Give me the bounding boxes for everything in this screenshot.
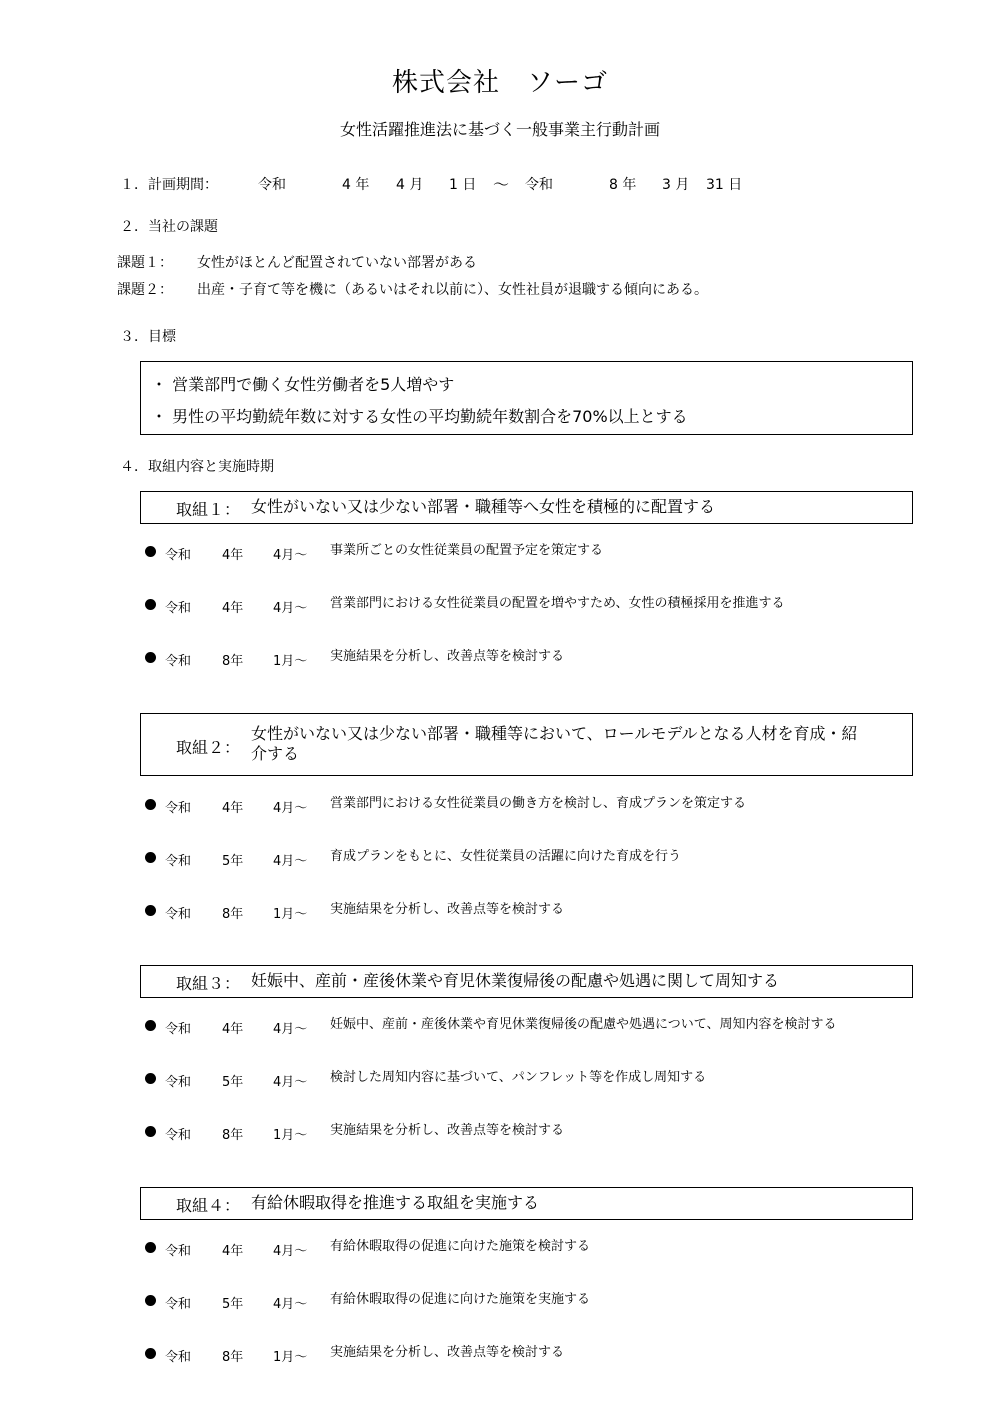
initiative-label: 取組３：	[176, 974, 241, 993]
initiative-title-line2: 介する	[251, 744, 300, 763]
issue-2-label: 課題２：	[117, 282, 173, 298]
page-subtitle: 女性活躍推進法に基づく一般事業主行動計画	[339, 120, 660, 139]
step-text: 事業所ごとの女性従業員の配置予定を策定する	[330, 543, 604, 558]
initiative-title: 女性がいない又は少ない部署・職種等へ女性を積極的に配置する	[251, 497, 716, 516]
initiative-4-header	[140, 1187, 913, 1220]
step-bullet	[145, 597, 156, 612]
bullet-icon	[145, 1242, 156, 1253]
step-year: 5年	[222, 1075, 244, 1090]
bullet-icon	[145, 852, 156, 863]
step-year: 4年	[222, 548, 244, 563]
step-era: 令和	[165, 801, 192, 816]
goals-box	[140, 361, 913, 435]
step-month: 4月～	[273, 1297, 308, 1312]
step-text: 実施結果を分析し、改善点等を検討する	[330, 649, 565, 664]
page-title: 株式会社 ソーゴ	[391, 68, 608, 98]
step-month: 4月～	[273, 1075, 308, 1090]
step-era: 令和	[165, 1244, 192, 1259]
step-text: 育成プランをもとに、女性従業員の活躍に向けた育成を行う	[330, 849, 682, 864]
step-text: 検討した周知内容に基づいて、パンフレット等を作成し周知する	[330, 1070, 707, 1085]
bullet-icon	[145, 1348, 156, 1359]
step-year: 4年	[222, 1244, 244, 1259]
bullet-icon	[145, 546, 156, 557]
step-month: 4月～	[273, 548, 308, 563]
period-end-day: 31 日	[706, 177, 743, 193]
issues-heading: ２．当社の課題	[120, 219, 218, 235]
step-bullet	[145, 1240, 156, 1255]
step-era: 令和	[165, 601, 192, 616]
initiative-2-header	[140, 713, 913, 776]
goal-item: ・ 営業部門で働く女性労働者を5人増やす	[151, 375, 455, 394]
goals-heading: ３．目標	[120, 329, 176, 345]
step-month: 4月～	[273, 1244, 308, 1259]
initiative-label: 取組４：	[176, 1196, 241, 1215]
initiatives-heading: ４．取組内容と実施時期	[120, 459, 274, 475]
step-bullet	[145, 850, 156, 865]
step-bullet	[145, 903, 156, 918]
issue-2-text: 出産・子育て等を機に（あるいはそれ以前に）、女性社員が退職する傾向にある。	[197, 282, 708, 298]
initiative-title-line1: 女性がいない又は少ない部署・職種等において、ロールモデルとなる人材を育成・紹	[251, 724, 858, 743]
step-bullet	[145, 797, 156, 812]
step-bullet	[145, 1346, 156, 1361]
period-end-era: 令和	[525, 177, 553, 193]
bullet-icon	[145, 599, 156, 610]
step-era: 令和	[165, 1297, 192, 1312]
step-month: 4月～	[273, 1022, 308, 1037]
initiative-label: 取組２：	[176, 738, 241, 757]
period-start-era: 令和	[258, 177, 286, 193]
step-year: 8年	[222, 907, 244, 922]
bullet-icon	[145, 652, 156, 663]
step-year: 5年	[222, 1297, 244, 1312]
step-text: 実施結果を分析し、改善点等を検討する	[330, 902, 565, 917]
step-month: 4月～	[273, 801, 308, 816]
bullet-icon	[145, 1073, 156, 1084]
period-start-day: 1 日	[449, 177, 477, 193]
step-era: 令和	[165, 548, 192, 563]
step-year: 4年	[222, 1022, 244, 1037]
step-month: 1月～	[273, 654, 308, 669]
issue-1-label: 課題１：	[117, 255, 173, 271]
initiative-3-header	[140, 965, 913, 998]
bullet-icon	[145, 1295, 156, 1306]
bullet-icon	[145, 1126, 156, 1137]
step-era: 令和	[165, 1128, 192, 1143]
step-text: 妊娠中、産前・産後休業や育児休業復帰後の配慮や処遇について、周知内容を検討する	[330, 1017, 837, 1032]
step-bullet	[145, 1071, 156, 1086]
step-year: 8年	[222, 654, 244, 669]
step-text: 実施結果を分析し、改善点等を検討する	[330, 1123, 565, 1138]
step-bullet	[145, 650, 156, 665]
step-month: 1月～	[273, 1350, 308, 1365]
step-month: 1月～	[273, 907, 308, 922]
step-text: 有給休暇取得の促進に向けた施策を検討する	[330, 1239, 591, 1254]
step-text: 営業部門における女性従業員の配置を増やすため、女性の積極採用を推進する	[330, 596, 785, 611]
step-year: 5年	[222, 854, 244, 869]
step-year: 8年	[222, 1128, 244, 1143]
period-start-month: 4 月	[396, 177, 424, 193]
initiative-1-header	[140, 491, 913, 524]
step-year: 8年	[222, 1350, 244, 1365]
step-year: 4年	[222, 801, 244, 816]
bullet-icon	[145, 1020, 156, 1031]
step-text: 営業部門における女性従業員の働き方を検討し、育成プランを策定する	[330, 796, 747, 811]
step-text: 有給休暇取得の促進に向けた施策を実施する	[330, 1292, 591, 1307]
period-tilde: ～	[493, 175, 510, 194]
issue-1-text: 女性がほとんど配置されていない部署がある	[197, 255, 477, 271]
step-text: 実施結果を分析し、改善点等を検討する	[330, 1345, 565, 1360]
period-start-year: 4 年	[342, 177, 370, 193]
period-label: １．計画期間：	[120, 177, 218, 193]
step-bullet	[145, 1124, 156, 1139]
period-end-month: 3 月	[662, 177, 690, 193]
step-month: 1月～	[273, 1128, 308, 1143]
step-bullet	[145, 544, 156, 559]
step-era: 令和	[165, 1022, 192, 1037]
step-month: 4月～	[273, 601, 308, 616]
step-era: 令和	[165, 854, 192, 869]
initiative-title: 妊娠中、産前・産後休業や育児休業復帰後の配慮や処遇に関して周知する	[251, 971, 780, 990]
initiative-title: 有給休暇取得を推進する取組を実施する	[251, 1193, 540, 1212]
step-era: 令和	[165, 907, 192, 922]
bullet-icon	[145, 905, 156, 916]
bullet-icon	[145, 799, 156, 810]
period-end-year: 8 年	[609, 177, 637, 193]
goal-item: ・ 男性の平均勤続年数に対する女性の平均勤続年数割合を70%以上とする	[151, 407, 688, 426]
step-bullet	[145, 1018, 156, 1033]
step-month: 4月～	[273, 854, 308, 869]
step-era: 令和	[165, 1075, 192, 1090]
step-era: 令和	[165, 654, 192, 669]
step-era: 令和	[165, 1350, 192, 1365]
initiative-label: 取組１：	[176, 500, 241, 519]
step-year: 4年	[222, 601, 244, 616]
step-bullet	[145, 1293, 156, 1308]
